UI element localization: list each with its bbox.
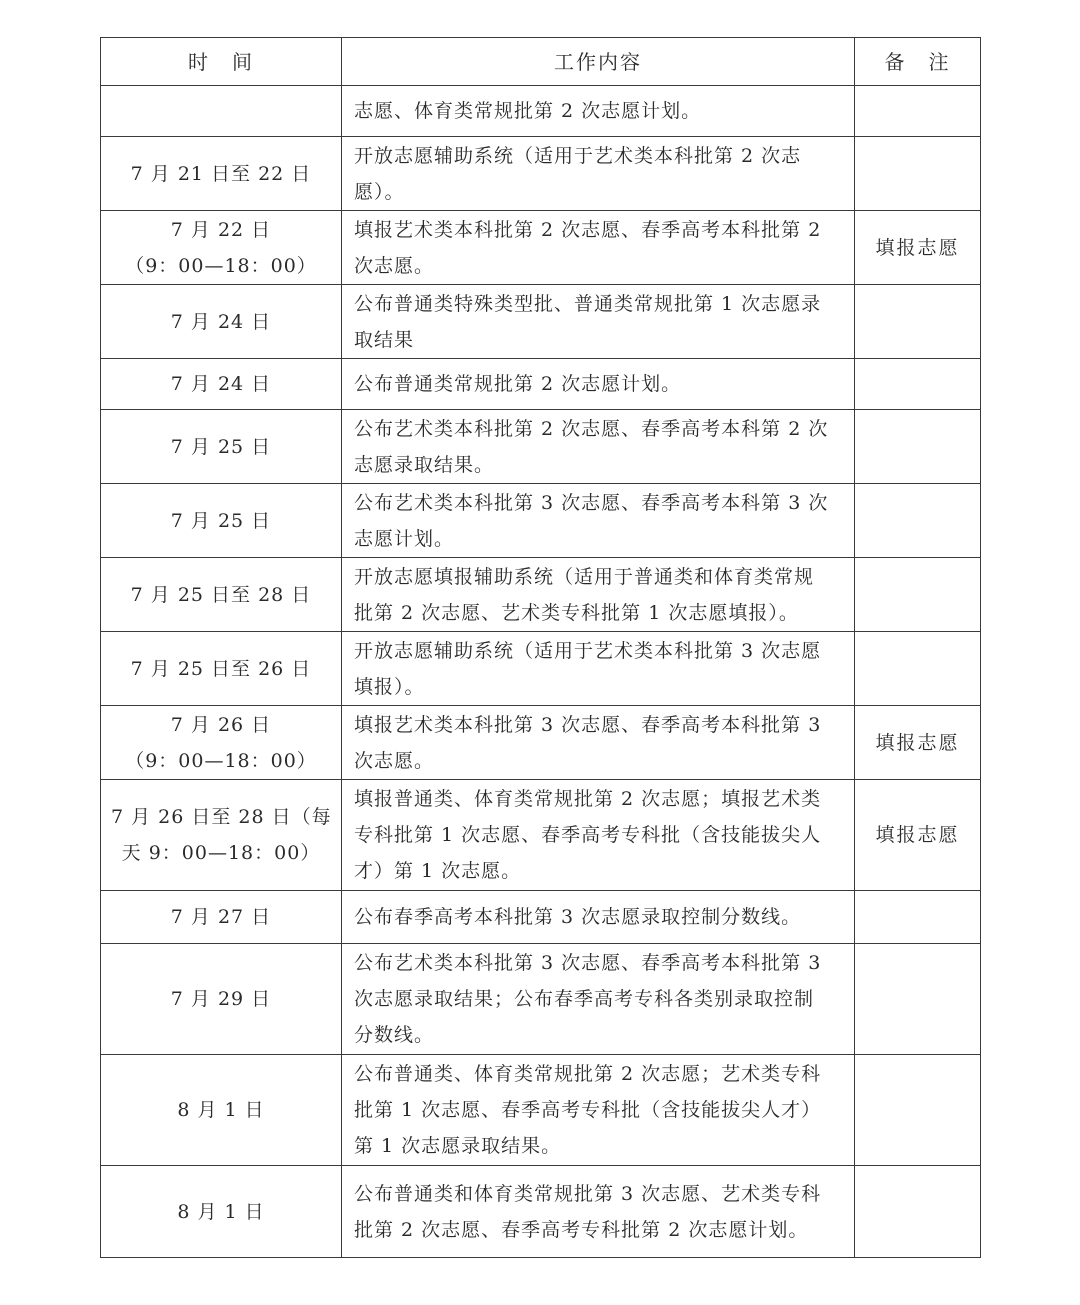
time-line: 天 9：00—18：00） — [121, 842, 321, 864]
time-line: 7 月 21 日至 22 日 — [130, 162, 312, 185]
note-cell — [855, 86, 981, 137]
content-line: 公布艺术类本科批第 2 次志愿、春季高考本科第 2 次 — [354, 417, 829, 440]
content-cell — [342, 211, 855, 285]
content-line: 开放志愿辅助系统（适用于艺术类本科批第 2 次志 — [354, 144, 802, 167]
time-cell — [101, 137, 342, 211]
note-cell — [855, 410, 981, 484]
schedule-table — [100, 37, 981, 1258]
content-line: 填报艺术类本科批第 3 次志愿、春季高考本科批第 3 — [354, 713, 822, 736]
content-cell — [342, 1166, 855, 1258]
time-line: 7 月 24 日 — [170, 373, 272, 395]
time-cell — [101, 211, 342, 285]
time-line: 7 月 27 日 — [170, 906, 272, 928]
time-line: 8 月 1 日 — [177, 1099, 265, 1121]
content-line: 公布普通类和体育类常规批第 3 次志愿、艺术类专科 — [354, 1182, 822, 1205]
content-line: 分数线。 — [354, 1024, 435, 1046]
time-line: （9：00—18：00） — [125, 749, 317, 772]
time-cell — [101, 359, 342, 410]
table-row — [101, 410, 981, 484]
content-line: 次志愿。 — [354, 254, 435, 277]
content-line: 公布普通类特殊类型批、普通类常规批第 1 次志愿录 — [354, 292, 822, 315]
time-cell — [101, 484, 342, 558]
content-line: 公布普通类、体育类常规批第 2 次志愿；艺术类专科 — [354, 1063, 822, 1085]
content-line: 志愿录取结果。 — [354, 453, 495, 476]
table-row — [101, 359, 981, 410]
content-cell — [342, 944, 855, 1055]
table-row — [101, 558, 981, 632]
content-line: 志愿、体育类常规批第 2 次志愿计划。 — [354, 100, 702, 122]
time-line: 7 月 25 日至 26 日 — [130, 657, 312, 680]
time-cell — [101, 558, 342, 632]
note-cell — [855, 891, 981, 944]
time-cell — [101, 780, 342, 891]
time-line: 8 月 1 日 — [177, 1200, 265, 1223]
table-row — [101, 285, 981, 359]
time-cell — [101, 1055, 342, 1166]
content-line: 批第 1 次志愿、春季高考专科批（含技能拔尖人才） — [354, 1099, 822, 1121]
table-row — [101, 944, 981, 1055]
table-row — [101, 137, 981, 211]
content-line: 开放志愿辅助系统（适用于艺术类本科批第 3 次志愿 — [354, 639, 822, 662]
content-line: 公布艺术类本科批第 3 次志愿、春季高考本科批第 3 — [354, 952, 822, 974]
time-line: （9：00—18：00） — [125, 254, 317, 277]
content-line: 愿）。 — [354, 180, 405, 203]
header-note: 备 注 — [855, 38, 981, 86]
content-cell — [342, 285, 855, 359]
content-line: 取结果 — [354, 328, 415, 351]
content-cell — [342, 706, 855, 780]
time-cell — [101, 1166, 342, 1258]
note-cell — [855, 1055, 981, 1166]
content-line: 才）第 1 次志愿。 — [354, 860, 522, 882]
time-cell — [101, 706, 342, 780]
time-cell — [101, 944, 342, 1055]
time-line: 7 月 24 日 — [170, 310, 272, 333]
note-cell: 填报志愿 — [855, 706, 981, 780]
content-line: 批第 2 次志愿、艺术类专科批第 1 次志愿填报）。 — [354, 601, 799, 624]
note-cell — [855, 359, 981, 410]
time-cell — [101, 410, 342, 484]
note-cell — [855, 632, 981, 706]
content-line: 填报）。 — [354, 675, 425, 698]
note-cell — [855, 1166, 981, 1258]
content-line: 公布普通类常规批第 2 次志愿计划。 — [354, 373, 682, 395]
time-line: 7 月 26 日 — [170, 713, 272, 736]
time-line: 7 月 26 日至 28 日（每 — [111, 806, 332, 828]
header-content: 工作内容 — [342, 38, 855, 86]
content-line: 公布春季高考本科批第 3 次志愿录取控制分数线。 — [354, 906, 802, 928]
content-cell — [342, 359, 855, 410]
content-line: 次志愿。 — [354, 749, 435, 772]
time-cell — [101, 285, 342, 359]
header-row — [101, 38, 981, 86]
content-cell — [342, 410, 855, 484]
time-line: 7 月 25 日至 28 日 — [130, 583, 312, 606]
content-line: 第 1 次志愿录取结果。 — [354, 1135, 562, 1157]
time-cell — [101, 632, 342, 706]
time-cell — [101, 891, 342, 944]
content-cell — [342, 780, 855, 891]
note-cell: 填报志愿 — [855, 780, 981, 891]
content-line: 志愿计划。 — [354, 527, 455, 550]
table-row — [101, 211, 981, 285]
time-line: 7 月 25 日 — [170, 509, 272, 532]
table-row — [101, 706, 981, 780]
table-row — [101, 86, 981, 137]
content-line: 填报普通类、体育类常规批第 2 次志愿；填报艺术类 — [354, 788, 822, 810]
note-cell — [855, 285, 981, 359]
content-cell — [342, 484, 855, 558]
content-line: 专科批第 1 次志愿、春季高考专科批（含技能拔尖人 — [354, 824, 822, 846]
content-cell — [342, 86, 855, 137]
content-line: 开放志愿填报辅助系统（适用于普通类和体育类常规 — [354, 565, 815, 588]
content-cell — [342, 891, 855, 944]
table-row — [101, 891, 981, 944]
content-cell — [342, 1055, 855, 1166]
note-cell — [855, 944, 981, 1055]
header-time: 时 间 — [101, 38, 342, 86]
note-cell — [855, 558, 981, 632]
table-row — [101, 632, 981, 706]
time-cell — [101, 86, 342, 137]
time-line: 7 月 22 日 — [170, 218, 272, 241]
note-cell: 填报志愿 — [855, 211, 981, 285]
content-line: 次志愿录取结果；公布春季高考专科各类别录取控制 — [354, 988, 815, 1010]
content-cell — [342, 137, 855, 211]
content-cell — [342, 558, 855, 632]
content-line: 批第 2 次志愿、春季高考专科批第 2 次志愿计划。 — [354, 1218, 809, 1241]
table-row — [101, 484, 981, 558]
table-row — [101, 1055, 981, 1166]
content-line: 填报艺术类本科批第 2 次志愿、春季高考本科批第 2 — [354, 218, 822, 241]
time-line: 7 月 29 日 — [170, 988, 272, 1010]
note-cell — [855, 484, 981, 558]
note-cell — [855, 137, 981, 211]
content-line: 公布艺术类本科批第 3 次志愿、春季高考本科第 3 次 — [354, 491, 829, 514]
table-row — [101, 1166, 981, 1258]
table-row — [101, 780, 981, 891]
content-cell — [342, 632, 855, 706]
time-line: 7 月 25 日 — [170, 435, 272, 458]
